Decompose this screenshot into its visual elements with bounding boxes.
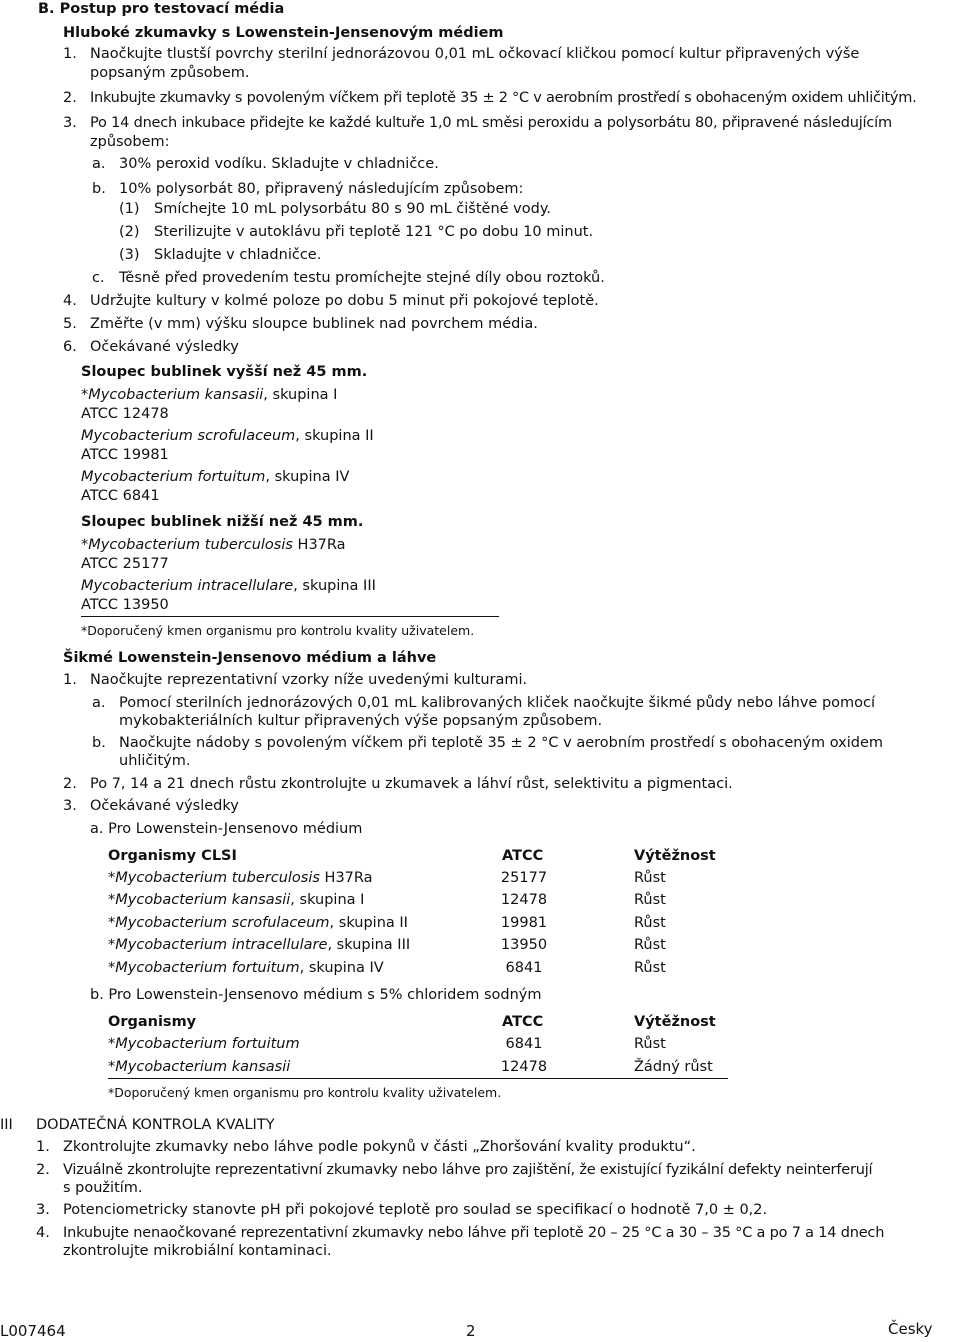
section-iii-heading: DODATEČNÁ KONTROLA KVALITY (36, 1117, 275, 1133)
col-header-recovery: Výtěžnost (634, 848, 716, 864)
step-text: Po 14 dnech inkubace přidejte ke každé kultuře 1,0 mL směsi peroxidu a polysorbátu 80, připravené následujícím (90, 115, 892, 131)
sub-text: 10% polysorbát 80, připravený následujícím způsobem: (119, 181, 524, 197)
table-row (108, 1035, 300, 1053)
document-code: L007464 (0, 1322, 66, 1340)
sub-text: mykobakteriálních kultur připravených výše popsaným způsobem. (119, 713, 603, 729)
organism-group: , skupina IV (299, 960, 384, 976)
col-header-atcc: ATCC (502, 1014, 544, 1030)
table-row (108, 959, 384, 977)
item-text: Potenciometricky stanovte pH při pokojové teplotě pro soulad se specifikací o hodnotě 7,0 ± 0,2. (63, 1202, 768, 1218)
asterisk: * (108, 960, 116, 976)
table-row (108, 891, 364, 909)
recovery-cell: Růst (634, 1036, 666, 1052)
sub-text: Těsně před provedením testu promíchejte stejné díly obou roztoků. (119, 270, 605, 286)
atcc-cell: 19981 (500, 915, 548, 931)
sub-item-text: Sterilizujte v autoklávu při teplotě 121 °C po dobu 10 minut. (154, 224, 594, 240)
page-number: 2 (466, 1322, 476, 1340)
item-text: s použitím. (63, 1180, 143, 1196)
col-header-recovery: Výtěžnost (634, 1014, 716, 1030)
results-lower-heading: Sloupec bublinek nižší než 45 mm. (81, 514, 364, 530)
organism-name: Mycobacterium fortuitum (115, 960, 300, 976)
section-b-heading: B. Postup pro testovací média (38, 1, 285, 17)
organism-group: , skupina II (329, 915, 408, 931)
organism-name: Mycobacterium intracellulare (81, 578, 294, 594)
slant-heading: Šikmé Lowenstein-Jensenovo médium a láhve (63, 650, 437, 666)
organism-strain: H37Ra (319, 870, 373, 886)
step-num: 1. (63, 672, 77, 688)
step-text: Změřte (v mm) výšku sloupce bublinek nad povrchem média. (90, 316, 538, 332)
atcc-cell: 6841 (505, 960, 543, 976)
item-text: Vizuálně zkontrolujte reprezentativní zkumavky nebo láhve pro zajištění, že existující fyzikální defekty neinterferují (63, 1162, 873, 1178)
step-num: 2. (63, 90, 77, 106)
organism-group: , skupina I (263, 387, 338, 403)
organism-name: Mycobacterium fortuitum (115, 1036, 300, 1052)
sub-item-text: Skladujte v chladničce. (154, 247, 322, 263)
step-text: Očekávané výsledky (90, 339, 239, 355)
table-row (108, 1058, 290, 1076)
organism-name: Mycobacterium intracellulare (115, 937, 328, 953)
organism-name: Mycobacterium tuberculosis (88, 537, 293, 553)
organism-line (81, 536, 346, 554)
sub-item-text: Smíchejte 10 mL polysorbátu 80 s 90 mL čištěné vody. (154, 201, 551, 217)
col-header-organism: Organismy CLSI (108, 848, 237, 864)
atcc-line: ATCC 25177 (81, 556, 169, 572)
organism-group: , skupina III (327, 937, 411, 953)
asterisk: * (108, 1036, 116, 1052)
item-text: Inkubujte nenaočkované reprezentativní zkumavky nebo láhve při teplotě 20 – 25 °C a 30 – 35 °C a po 7 a 14 dnech (63, 1225, 885, 1241)
sub-text: 30% peroxid vodíku. Skladujte v chladničce. (119, 156, 439, 172)
item-text: zkontrolujte mikrobiální kontaminaci. (63, 1243, 332, 1259)
step-text: Po 7, 14 a 21 dnech růstu zkontrolujte u zkumavek a láhví růst, selektivitu a pigmentaci. (90, 776, 733, 792)
language-label: Česky (888, 1320, 933, 1338)
asterisk: * (108, 915, 116, 931)
organism-name: Mycobacterium kansasii (88, 387, 264, 403)
atcc-cell: 6841 (505, 1036, 543, 1052)
atcc-cell: 13950 (500, 937, 548, 953)
organism-name: Mycobacterium kansasii (115, 1059, 291, 1075)
atcc-cell: 12478 (500, 892, 548, 908)
asterisk: * (81, 537, 89, 553)
results-divider (81, 616, 499, 617)
item-num: 2. (36, 1162, 50, 1178)
sub-text: Pomocí sterilních jednorázových 0,01 mL kalibrovaných kliček naočkujte šikmé půdy nebo láhve pomocí (119, 695, 876, 711)
table-row (108, 869, 373, 887)
step-text: Inkubujte zkumavky s povoleným víčkem při teplotě 35 ± 2 °C v aerobním prostředí s obohaceným oxidem uhličitým. (90, 90, 917, 106)
recovery-cell: Růst (634, 915, 666, 931)
step-num: 5. (63, 316, 77, 332)
table-row (108, 936, 410, 954)
organism-name: Mycobacterium tuberculosis (115, 870, 320, 886)
sub-label: a. (92, 695, 106, 711)
step-num: 2. (63, 776, 77, 792)
recovery-cell: Růst (634, 870, 666, 886)
item-num: 1. (36, 1139, 50, 1155)
step-text: popsaným způsobem. (90, 65, 250, 81)
section-marker: III (0, 1117, 13, 1133)
step-num: 3. (63, 115, 77, 131)
item-num: 3. (36, 1202, 50, 1218)
sub-item-label: (2) (119, 224, 140, 240)
table-a-caption: a. Pro Lowenstein-Jensenovo médium (90, 821, 363, 837)
subheading-deep-tubes: Hluboké zkumavky s Lowenstein-Jensenovým médiem (63, 25, 504, 41)
step-num: 3. (63, 798, 77, 814)
organism-line (81, 577, 376, 595)
step-text: Naočkujte reprezentativní vzorky níže uvedenými kulturami. (90, 672, 528, 688)
sub-label: a. (92, 156, 106, 172)
organism-name: Mycobacterium fortuitum (81, 469, 266, 485)
sub-item-label: (3) (119, 247, 140, 263)
asterisk: * (81, 387, 89, 403)
organism-name: Mycobacterium kansasii (115, 892, 291, 908)
organism-strain: H37Ra (292, 537, 346, 553)
recovery-cell: Žádný růst (634, 1059, 713, 1075)
table-row (108, 914, 408, 932)
asterisk: * (108, 870, 116, 886)
atcc-cell: 25177 (500, 870, 548, 886)
recovery-cell: Růst (634, 960, 666, 976)
step-num: 1. (63, 46, 77, 62)
step-text: Udržujte kultury v kolmé poloze po dobu 5 minut při pokojové teplotě. (90, 293, 599, 309)
col-header-organism: Organismy (108, 1014, 197, 1030)
organism-group: , skupina I (290, 892, 365, 908)
recovery-cell: Růst (634, 892, 666, 908)
organism-line (81, 386, 337, 404)
atcc-line: ATCC 19981 (81, 447, 169, 463)
sub-label: c. (92, 270, 105, 286)
item-num: 4. (36, 1225, 50, 1241)
organism-line (81, 468, 349, 486)
atcc-cell: 12478 (500, 1059, 548, 1075)
organism-name: Mycobacterium scrofulaceum (81, 428, 296, 444)
atcc-line: ATCC 12478 (81, 406, 169, 422)
sub-label: b. (92, 735, 106, 751)
organism-name: Mycobacterium scrofulaceum (115, 915, 330, 931)
atcc-line: ATCC 13950 (81, 597, 169, 613)
sub-text: Naočkujte nádoby s povoleným víčkem při teplotě 35 ± 2 °C v aerobním prostředí s obohaceným oxidem (119, 735, 884, 751)
step-num: 4. (63, 293, 77, 309)
item-text: Zkontrolujte zkumavky nebo láhve podle pokynů v části „Zhoršování kvality produktu“. (63, 1139, 696, 1155)
organism-group: , skupina III (293, 578, 376, 594)
sub-item-label: (1) (119, 201, 140, 217)
step-text: Naočkujte tlustší povrchy sterilní jednorázovou 0,01 mL očkovací kličkou pomocí kultur připravených výše (90, 46, 860, 62)
organism-group: , skupina IV (265, 469, 350, 485)
atcc-line: ATCC 6841 (81, 488, 160, 504)
step-num: 6. (63, 339, 77, 355)
footnote: *Doporučený kmen organismu pro kontrolu kvality uživatelem. (108, 1085, 502, 1100)
asterisk: * (108, 1059, 116, 1075)
organism-group: , skupina II (295, 428, 374, 444)
col-header-atcc: ATCC (502, 848, 544, 864)
footnote: *Doporučený kmen organismu pro kontrolu kvality uživatelem. (81, 623, 475, 638)
results-higher-heading: Sloupec bublinek vyšší než 45 mm. (81, 364, 368, 380)
asterisk: * (108, 892, 116, 908)
step-text: způsobem: (90, 134, 170, 150)
table-b-caption: b. Pro Lowenstein-Jensenovo médium s 5% chloridem sodným (90, 987, 542, 1003)
recovery-cell: Růst (634, 937, 666, 953)
step-text: Očekávané výsledky (90, 798, 239, 814)
sub-text: uhličitým. (119, 753, 191, 769)
table-b-divider (108, 1078, 728, 1079)
organism-line (81, 427, 374, 445)
sub-label: b. (92, 181, 106, 197)
asterisk: * (108, 937, 116, 953)
